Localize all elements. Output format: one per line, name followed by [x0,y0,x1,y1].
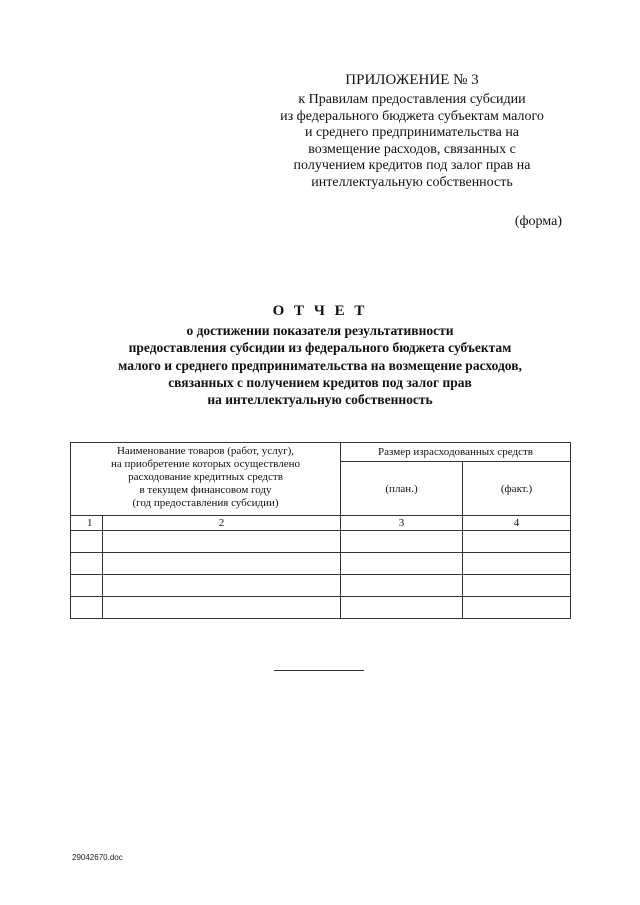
table-cell [463,575,571,597]
table-cell [341,553,463,575]
appendix-title: ПРИЛОЖЕНИЕ № 3 [345,72,479,88]
table-row [71,531,571,553]
table-cell [71,553,103,575]
report-title: О Т Ч Е Т [272,303,368,319]
table-cell [463,531,571,553]
table-cell [103,553,341,575]
table-cell [341,597,463,619]
fact-column-header: (факт.) [463,462,571,516]
table-row [71,597,571,619]
report-subtitle-line: малого и среднего предпринимательства на возмещение расходов, [118,357,522,373]
report-subtitle-line: предоставления субсидии из федерального бюджета субъектам [128,340,512,356]
signature-line [274,670,364,671]
table-row [71,553,571,575]
table-row [71,575,571,597]
table-cell [341,575,463,597]
table-cell [463,553,571,575]
table-cell [71,575,103,597]
plan-column-header: (план.) [341,462,463,516]
column-number: 2 [103,516,341,531]
table-cell [103,575,341,597]
name-header-line: на приобретение которых осуществлено [111,458,300,470]
name-header-line: в текущем финансовом году [139,484,272,496]
appendix-line: к Правилам предоставления субсидии [298,92,526,107]
name-column-header [71,443,341,516]
report-subtitle [40,322,600,408]
name-header-line: (год предоставления субсидии) [132,497,279,509]
appendix-line: интеллектуальную собственность [311,174,513,190]
column-number: 3 [341,516,463,531]
report-subtitle-line: связанных с получением кредитов под залог прав [168,374,472,390]
column-number-row [71,516,571,531]
footer-filename: 29042670.doc [72,853,123,862]
appendix-line: из федерального бюджета субъектам малого [280,108,544,124]
appendix-line: получением кредитов под залог прав на [293,158,531,173]
report-subtitle-line: на интеллектуальную собственность [207,392,433,408]
column-number: 1 [71,516,103,531]
appendix-line: и среднего предпринимательства на [304,125,520,140]
table-header-row [71,443,571,462]
name-header-line: расходование кредитных средств [128,471,283,483]
appendix-block [262,70,562,191]
column-number: 4 [463,516,571,531]
table-cell [103,531,341,553]
table-cell [103,597,341,619]
table-cell [71,531,103,553]
spent-column-header: Размер израсходованных средств [341,443,571,462]
table-cell [71,597,103,619]
report-subtitle-line: о достижении показателя результативности [186,323,454,338]
form-label: (форма) [514,214,562,229]
table-cell [341,531,463,553]
report-table [70,442,571,619]
table-cell [463,597,571,619]
name-header-line: Наименование товаров (работ, услуг), [116,445,295,457]
appendix-line: возмещение расходов, связанных с [308,141,516,157]
